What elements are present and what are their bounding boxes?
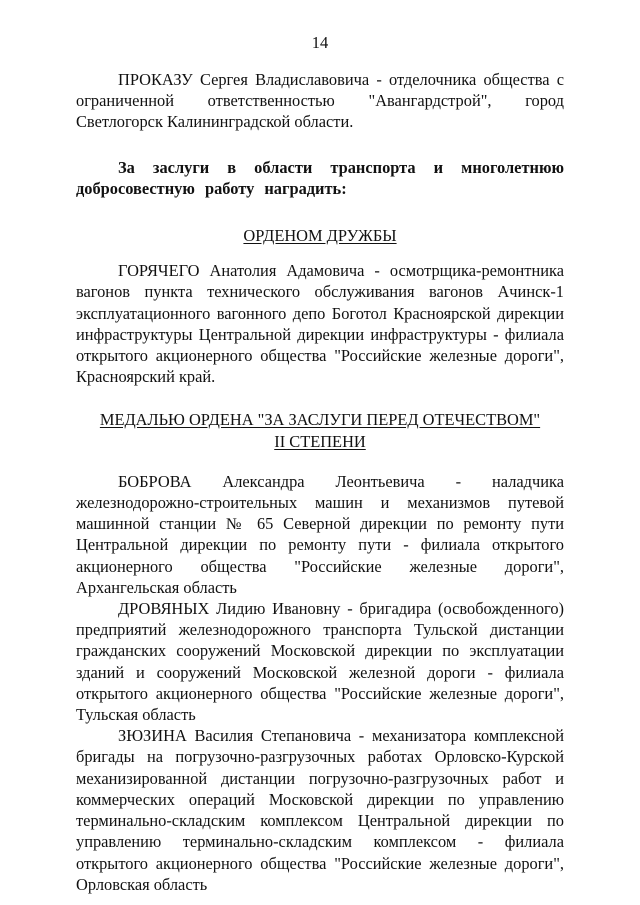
award-intro: За заслуги в области транспорта и многолетнюю добросовестную работу наградить: <box>76 157 564 198</box>
recipient-paragraph: ДРОВЯНЫХ Лидию Ивановну - бригадира (освобожденного) предприятий железнодорожного транспорта Тульской дистанции гражданских сооружений Московской дирекции по эксплуатации зданий и сооружений Московской железной дороги - филиала открытого акционерного общества "Российские железные дороги", Тульская область <box>76 599 564 725</box>
carry-over-paragraph: ПРОКАЗУ Сергея Владиславовича - отделочника общества с ограниченной ответственностью "Авангардстрой", город Светлогорск Калининградской области. <box>76 70 564 132</box>
recipient-paragraph: ГОРЯЧЕГО Анатолия Адамовича - осмотрщика-ремонтника вагонов пункта технического обслуживания вагонов Ачинск-1 эксплуатационного вагонного депо Боготол Красноярской дирекции инфраструктуры Центральной дирекции инфраструктуры - филиала открытого акционерного общества "Российские железные дороги", Красноярский край. <box>76 261 564 387</box>
medal-heading-line-1: МЕДАЛЬЮ ОРДЕНА "ЗА ЗАСЛУГИ ПЕРЕД ОТЕЧЕСТВОМ" <box>99 410 541 430</box>
recipient-paragraph: БОБРОВА Александра Леонтьевича - наладчика железнодорожно-строительных машин и механизмов путевой машинной станции № 65 Северной дирекции по ремонту пути Центральной дирекции по ремонту пути - филиала открытого акционерного общества "Российские железные дороги", Архангельская область <box>76 471 564 597</box>
medal-heading-line-2: II СТЕПЕНИ <box>274 431 366 451</box>
document-body <box>76 69 564 895</box>
order-of-friendship-heading: ОРДЕНОМ ДРУЖБЫ <box>243 226 397 246</box>
document-page <box>76 0 564 905</box>
medal-heading <box>76 409 564 451</box>
recipient-paragraph: ЗЮЗИНА Василия Степановича - механизатора комплексной бригады на погрузочно-разгрузочных работах Орловско-Курской механизированной дистанции погрузочно-разгрузочных работ и коммерческих операций Московской дирекции по управлению терминально-складским комплексом Центральной дирекции по управлению терминально-складским комплексом - филиала открытого акционерного общества "Российские железные дороги", Орловская область <box>76 726 564 894</box>
page-number: 14 <box>311 33 329 52</box>
